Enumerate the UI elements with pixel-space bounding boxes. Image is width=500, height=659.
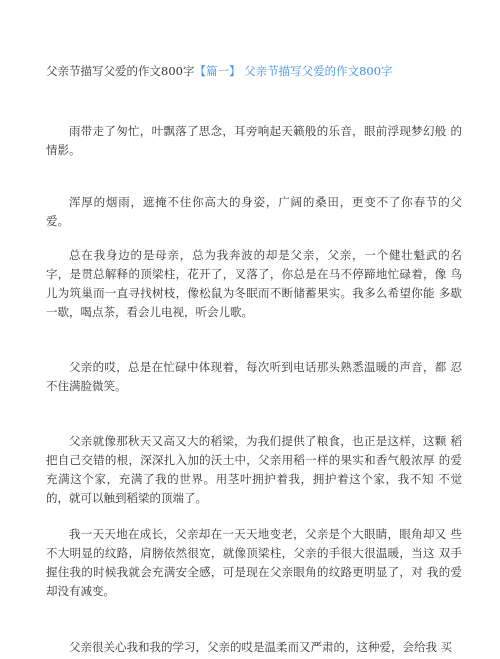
paragraph-6: 我一天天地在成长，父亲却在一天天地变老，父亲是个大眼睛，眼角却又 些不大明显的纹路，肩膀依然很宽，就像顶梁柱，父亲的手很大很温暖，当这 双手握住我的时候我就会充满安全感，可是现在父亲眼角的纹路更明显了，对 我的爱却没有减变。: [46, 527, 462, 598]
paragraph-5: 父亲就像那秋天又高又大的稻梁，为我们提供了粮食，也正是这样，这颗 稻把自己交错的根，深深扎入加的沃土中，父亲用稻一样的果实和香气般浓厚 的爱充满这个家，充满了我的世界。用茎叶拥护着我，拥护着这个家，我不知 不觉的，就可以触到稻梁的顶端了。: [46, 434, 462, 505]
paragraph-4: 父亲的哎，总是在忙碌中体现着，每次听到电话那头熟悉温暖的声音，都 忍不住满脸微笑。: [46, 360, 462, 393]
paragraph-7: 父亲很关心我和我的学习，父亲的哎是温柔而又严肃的，这种爱，会给我 买: [69, 640, 453, 654]
paragraph-3: 总在我身边的是母亲，总为我奔波的却是父亲，父亲，一个健壮魁武的名 字，是贯总解释的顶梁柱，花开了，叉落了，你总是在马不停蹄地忙碌着，像 鸟儿为筑巢而一直寻找树枝，像松鼠为冬眠而不断储蓄果实。我多么希望你能 多歇一歇，喝点茶，看会儿电视，听会儿歌。: [46, 248, 462, 319]
title-section-name: 父亲节描写父爱的作文800字: [244, 64, 393, 78]
title-section-tag: 【篇一】: [194, 64, 241, 78]
paragraph-1: 雨带走了匆忙，叶飘落了思念，耳旁响起天籁般的乐音，眼前浮现梦幻般 的情影。: [46, 124, 462, 157]
document-title: [46, 63, 466, 79]
title-text: 父亲节描写父爱的作文800字: [46, 64, 195, 78]
paragraph-2: 浑厚的烟雨，遮掩不住你高大的身姿，广阔的桑田，更变不了你春节的父 爱。: [46, 195, 462, 228]
